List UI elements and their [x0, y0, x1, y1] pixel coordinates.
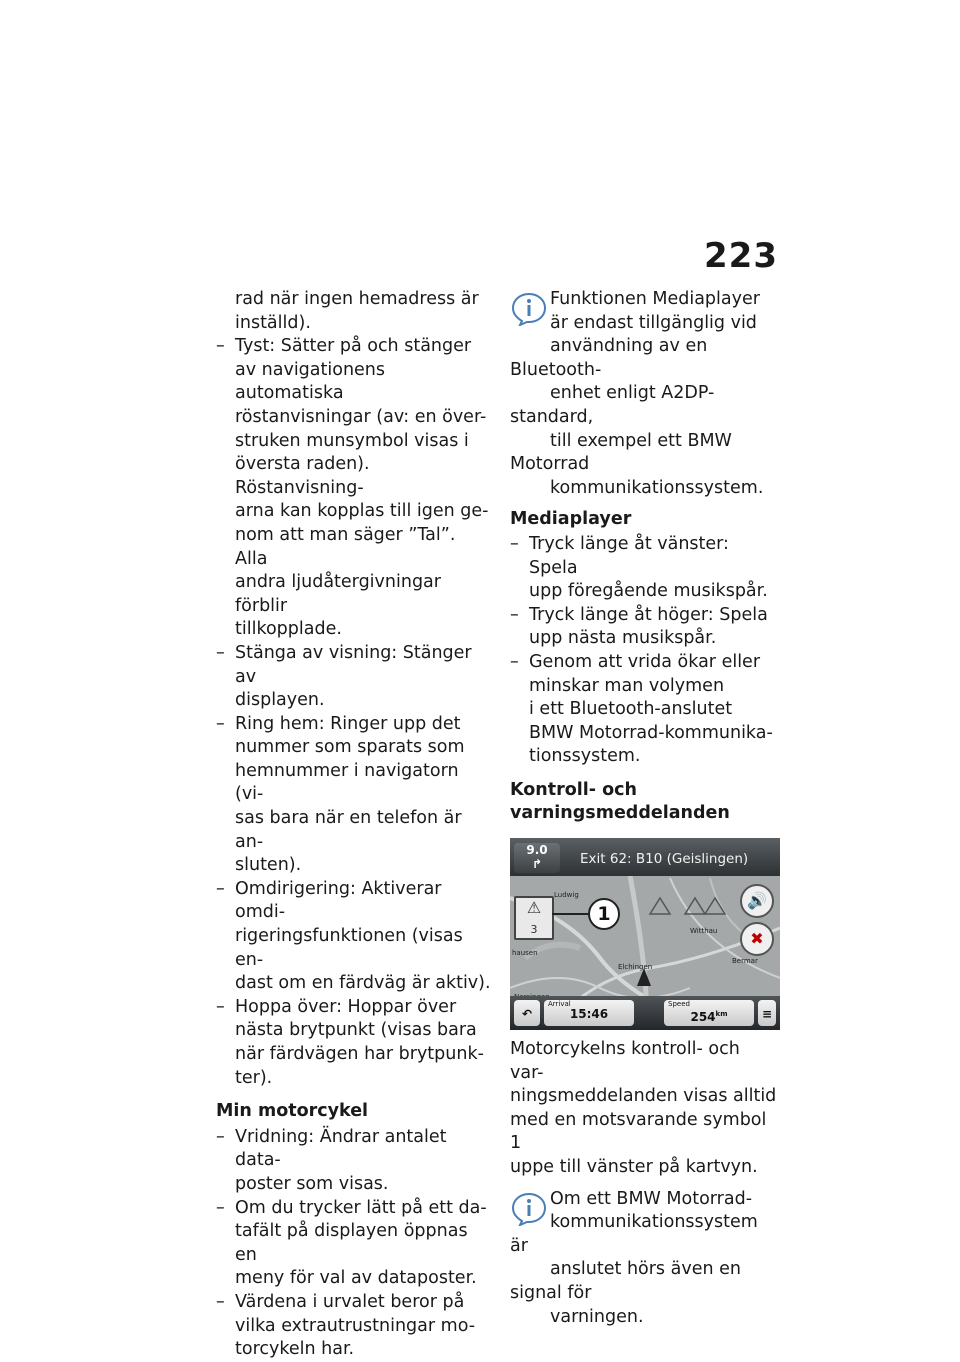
paragraph-line: Motorcykelns kontroll- och var-	[510, 1039, 740, 1083]
back-button[interactable]	[514, 1000, 540, 1026]
arrival-label: Arrival	[548, 1000, 571, 1009]
right-column	[510, 288, 778, 1329]
section-heading-warnings	[510, 779, 778, 826]
note-line: Funktionen Mediaplayer	[550, 289, 760, 309]
list-item-line: i ett Bluetooth-anslutet	[529, 699, 733, 720]
list-item-line: – Värdena i urvalet beror på	[235, 1291, 465, 1312]
continuation-line: inställd).	[235, 312, 311, 333]
list-item-line: displayen.	[235, 690, 325, 711]
list-item-line: – Vridning: Ändrar antalet data-	[235, 1126, 447, 1171]
list-item-line: översta raden). Röstanvisning-	[235, 454, 370, 498]
continuation-line: rad när ingen hemadress är	[235, 289, 479, 309]
place-label: hausen	[512, 949, 538, 958]
list-item-line: vilka extrautrustningar mo-	[235, 1315, 476, 1336]
speed-field[interactable]	[664, 1000, 754, 1026]
paragraph-line: uppe till vänster på kartvyn.	[510, 1157, 758, 1178]
close-icon[interactable]: ✖	[740, 922, 774, 956]
list-item-line: struken munsymbol visas i	[235, 430, 469, 451]
warnings-paragraph	[510, 1038, 778, 1180]
list-item-line: torcykeln har.	[235, 1339, 355, 1360]
list-item-line: – Omdirigering: Aktiverar omdi-	[235, 878, 442, 923]
list-item	[216, 1197, 492, 1291]
list-item-line: – Om du trycker lätt på ett da-	[235, 1197, 487, 1218]
place-label: Ludwig	[554, 891, 579, 900]
info-note-signal	[510, 1188, 778, 1330]
turn-arrow-icon: ↱	[531, 857, 543, 872]
callout-marker: 1	[588, 898, 620, 930]
list-item-line: minskar man volymen	[529, 675, 725, 696]
paragraph-line: med en motsvarande symbol 1	[510, 1109, 767, 1154]
list-item-line: – Hoppa över: Hoppar över	[235, 996, 457, 1017]
list-item-line: sas bara när en telefon är an-	[235, 808, 462, 852]
heading-line: varningsmeddelanden	[510, 803, 730, 824]
turn-distance: 9.0	[526, 843, 548, 858]
page-number: 223	[704, 236, 778, 276]
heading-line: Kontroll- och	[510, 779, 637, 800]
menu-icon: ≡	[761, 1007, 773, 1022]
info-icon	[510, 292, 548, 326]
list-item-line: sluten).	[235, 855, 302, 876]
place-label: Bermar	[732, 957, 758, 966]
list-item-line: arna kan kopplas till igen ge-	[235, 501, 489, 522]
list-item-line: – Genom att vrida ökar eller	[529, 651, 761, 672]
note-line: är endast tillgänglig vid	[550, 312, 757, 333]
back-arrow-icon: ↶	[521, 1007, 533, 1022]
note-line: kommunikationssystem.	[550, 477, 764, 498]
place-label: Witthau	[690, 927, 718, 936]
list-item-line: upp föregående musikspår.	[529, 581, 768, 602]
list-item	[510, 651, 778, 769]
note-line: kommunikationssystem är	[510, 1212, 758, 1256]
list-item-line: poster som visas.	[235, 1173, 389, 1194]
list-item	[216, 1126, 492, 1197]
speaker-icon[interactable]: 🔊	[740, 884, 774, 918]
note-line: anslutet hörs även en signal för	[510, 1259, 741, 1303]
list-item	[216, 996, 492, 1090]
section-heading-min-motorcykel: Min motorcykel	[216, 1101, 369, 1122]
list-item-line: – Tyst: Sätter på och stänger	[235, 336, 472, 357]
list-item-line: tionssystem.	[529, 746, 641, 767]
list-item-line: nästa brytpunkt (visas bara	[235, 1020, 477, 1041]
left-column	[216, 288, 492, 1362]
note-line: enhet enligt A2DP-standard,	[510, 383, 715, 427]
menu-button[interactable]	[758, 1000, 776, 1026]
callout-line	[552, 913, 588, 915]
section-heading-mediaplayer: Mediaplayer	[510, 509, 632, 530]
list-item-line: – Stänga av visning: Stänger av	[235, 642, 472, 687]
navigation-screenshot	[510, 838, 780, 1030]
list-item	[216, 878, 492, 996]
list-item-line: av navigationens automatiska	[235, 359, 386, 404]
list-item-line: andra ljudåtergivningar förblir	[235, 572, 441, 616]
warning-symbol[interactable]	[514, 896, 554, 940]
list-item-line: hemnummer i navigatorn (vi-	[235, 760, 459, 805]
note-line: Om ett BMW Motorrad-	[550, 1188, 753, 1209]
info-icon	[510, 1192, 548, 1226]
warning-count: 3	[530, 923, 538, 937]
list-item-line: nom att man säger ”Tal”. Alla	[235, 524, 456, 569]
list-item-line: ter).	[235, 1067, 273, 1088]
speed-unit: km	[715, 1010, 728, 1019]
list-item-line: – Tryck länge åt vänster: Spela	[529, 533, 729, 578]
list-item-line: – Ring hem: Ringer upp det	[235, 713, 461, 734]
warning-triangle-icon: ⚠	[526, 898, 542, 918]
next-turn-indicator[interactable]	[514, 843, 560, 873]
list-item-line: – Tryck länge åt höger: Spela	[529, 604, 768, 625]
list-item	[510, 533, 778, 604]
list-item	[510, 604, 778, 651]
list-item-line: upp nästa musikspår.	[529, 628, 717, 649]
list-item-line: BMW Motorrad-kommunika-	[529, 722, 773, 743]
list-item	[216, 642, 492, 713]
list-item-line: tillkopplade.	[235, 619, 342, 640]
speed-value: 254	[690, 1010, 716, 1025]
note-line: varningen.	[550, 1306, 644, 1327]
exit-info: Exit 62: B10 (Geislingen)	[580, 851, 749, 868]
info-note-mediaplayer	[510, 288, 778, 500]
list-item-line: röstanvisningar (av: en över-	[235, 406, 487, 427]
place-label: Elchingen	[618, 963, 653, 972]
list-item	[216, 1291, 492, 1362]
note-line: användning av en Bluetooth-	[510, 336, 708, 380]
list-item	[216, 713, 492, 878]
list-item-line: dast om en färdväg är aktiv).	[235, 973, 491, 994]
list-item-line: nummer som sparats som	[235, 737, 465, 758]
arrival-time: 15:46	[569, 1007, 609, 1022]
speed-label: Speed	[668, 1000, 690, 1009]
paragraph-line: ningsmeddelanden visas alltid	[510, 1086, 777, 1107]
nav-top-bar	[510, 838, 780, 876]
note-line: till exempel ett BMW Motorrad	[510, 430, 732, 475]
list-item-line: meny för val av dataposter.	[235, 1268, 477, 1289]
list-item-line: rigeringsfunktionen (visas en-	[235, 926, 463, 970]
nav-bottom-bar	[510, 996, 780, 1030]
arrival-field[interactable]	[544, 1000, 634, 1026]
list-item-line: när färdvägen har brytpunk-	[235, 1044, 484, 1064]
list-item	[216, 335, 492, 642]
list-item-line: tafält på displayen öppnas en	[235, 1221, 468, 1265]
